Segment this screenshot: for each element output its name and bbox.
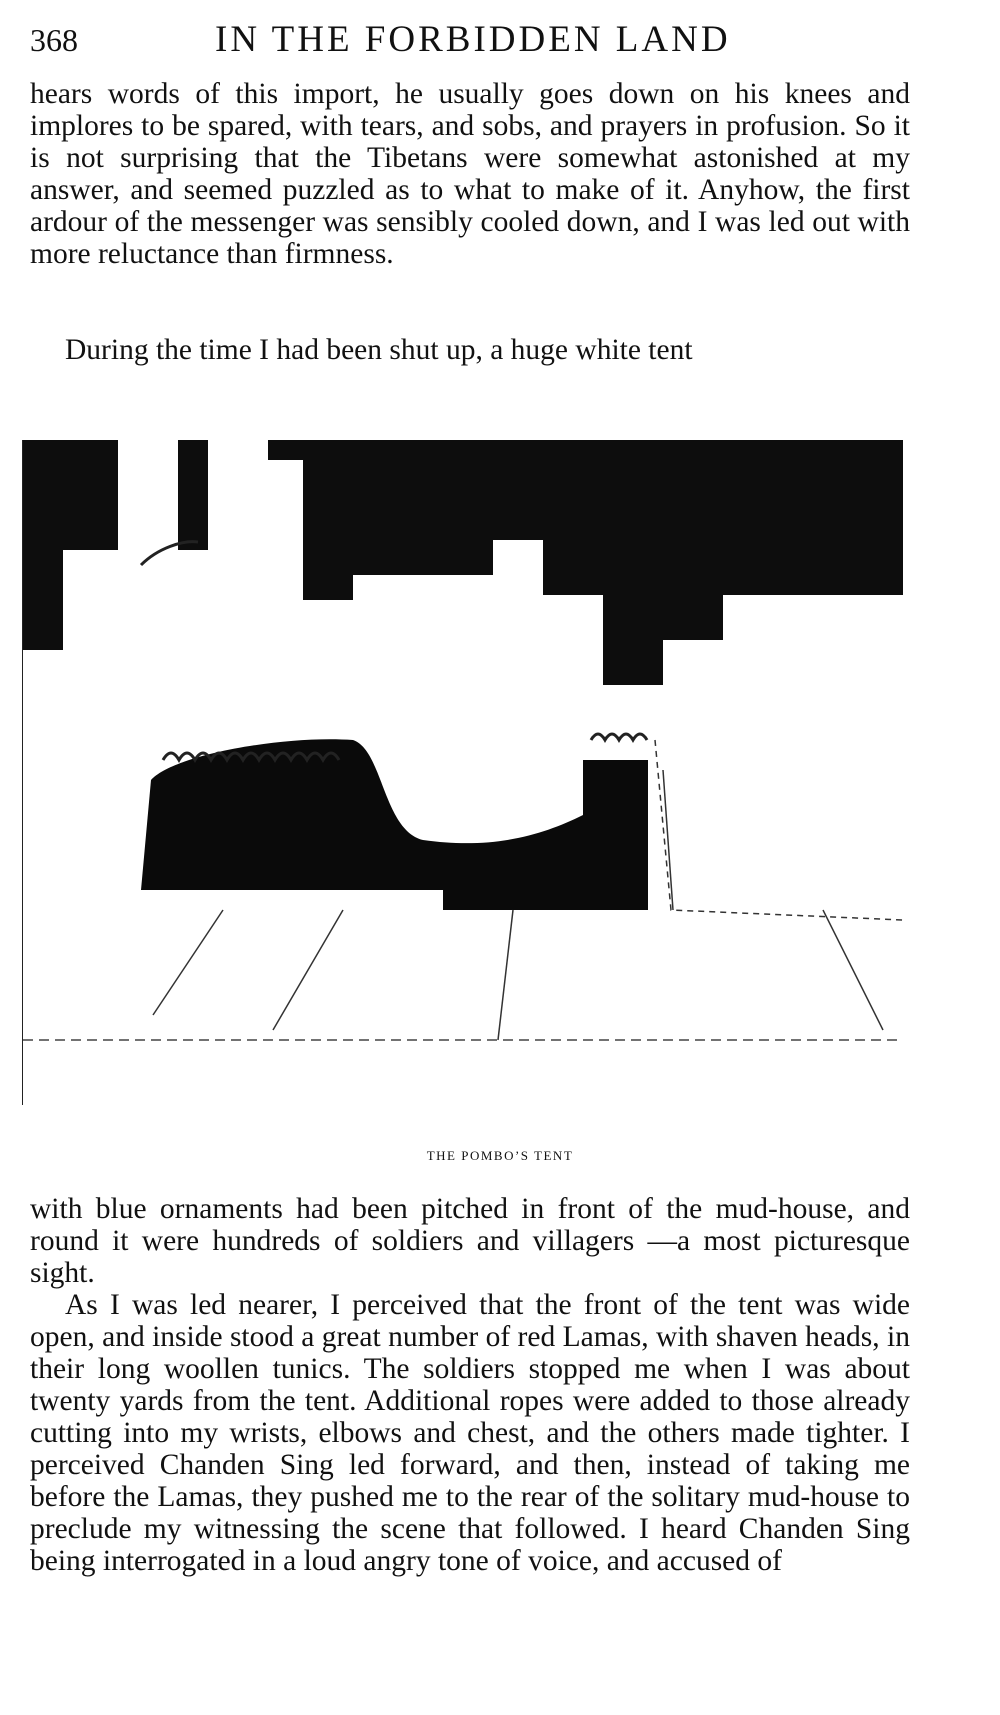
tent-photo-illustration (23, 440, 903, 1105)
paragraph-tent-intro: During the time I had been shut up, a huge white tent (65, 334, 693, 366)
tent-photograph (22, 440, 903, 1105)
paragraph-continued: hears words of this import, he usually goes down on his knees and implores to be spared, with tears, and sobs, and prayers in profusion. So it is not surprising that the Tibetans were somewhat astonished at my answer, and seemed puzzled as to what to make of it. Anyhow, the first ardour of the messenger was sensibly cooled down, and I was led out with more reluctance than firmness. (30, 78, 910, 270)
paragraph-led-nearer: As I was led nearer, I perceived that the front of the tent was wide open, and inside stood a great number of red Lamas, with shaven heads, in their long woollen tunics. The soldiers stopped me when I was about twenty yards from the tent. Additional ropes were added to those already cutting into my wrists, elbows and chest, and the others made tighter. I perceived Chanden Sing led forward, and then, instead of taking me before the Lamas, they pushed me to the rear of the solitary mud-house to preclude my witnessing the scene that followed. I heard Chanden Sing being interrogated in a loud angry tone of voice, and accused of (30, 1289, 910, 1577)
running-head: IN THE FORBIDDEN LAND (215, 19, 731, 60)
page-header (30, 14, 930, 62)
page-number: 368 (30, 22, 78, 58)
figure-caption: THE POMBO’S TENT (426, 1148, 574, 1163)
paragraph-blue-ornaments: with blue ornaments had been pitched in front of the mud-house, and round it were hundreds of soldiers and villagers —a most picturesque sight. (30, 1193, 910, 1289)
